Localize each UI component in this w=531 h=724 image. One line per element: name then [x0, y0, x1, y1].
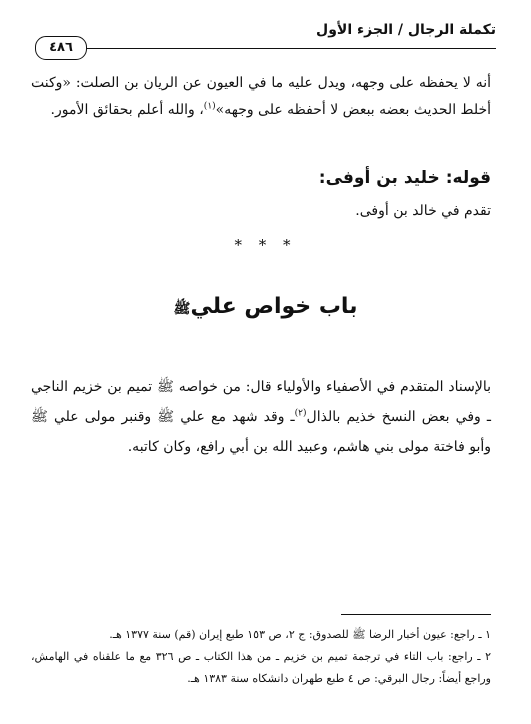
header-rule: [35, 48, 496, 49]
chapter-title: [0, 294, 531, 320]
entry-heading: قوله: خليد بن أوفى:: [318, 168, 491, 188]
footnotes: [31, 624, 491, 690]
honorific-glyph: ﷺ: [173, 301, 191, 317]
paragraph-1: [31, 70, 491, 124]
paragraph-2-text-b: ـ وقد شهد مع علي ﷺ وقنبر مولى علي ﷺ وأبو فاختة مولى بني هاشم، وعبيد الله بن أبي رافع، وكان كاتبه.: [31, 409, 491, 455]
page-header: [35, 22, 496, 55]
paragraph-2: [31, 372, 491, 462]
running-head: تكملة الرجال / الجزء الأول: [316, 22, 496, 38]
footnote-ref-1: (١): [203, 101, 216, 112]
paragraph-1-tail: ، والله أعلم بحقائق الأمور.: [50, 102, 204, 118]
footnote-1: ١ ـ راجع: عيون أخبار الرضا ﷺ للصدوق: ج ٢، ص ١٥٣ طبع إيران (قم) سنة ١٣٧٧ هـ.: [109, 628, 491, 641]
page-number: ٤٨٦: [35, 36, 87, 60]
footnote-ref-2: (٢): [294, 408, 307, 419]
footnote-2: ٢ ـ راجع: باب التاء في ترجمة تميم بن خزيم ـ من هذا الكتاب ـ ص ٣٢٦ مع ما علقناه في الهامش، وراجع أيضاً: رجال البرقي: ص ٤ طبع طهران دانشكاه سنة ١٣٨٣ هـ.: [31, 650, 491, 685]
section-separator: * * *: [234, 236, 297, 254]
paragraph-1-text: أنه لا يحفظه على وجهه، ويدل عليه ما في العيون عن الريان بن الصلت: «وكنت أخلط الحديث بعضه ببعض لا أحفظه على وجهه»: [31, 75, 491, 118]
chapter-title-text: باب خواص علي: [190, 294, 358, 319]
paragraph-2-text-a: بالإسناد المتقدم في الأصفياء والأولياء قال: من خواصه ﷺ تميم بن خزيم الناجي ـ وفي بعض النسخ خذيم بالذال: [31, 379, 491, 425]
footnote-rule: [341, 614, 491, 615]
entry-text: تقدم في خالد بن أوفى.: [355, 203, 491, 219]
